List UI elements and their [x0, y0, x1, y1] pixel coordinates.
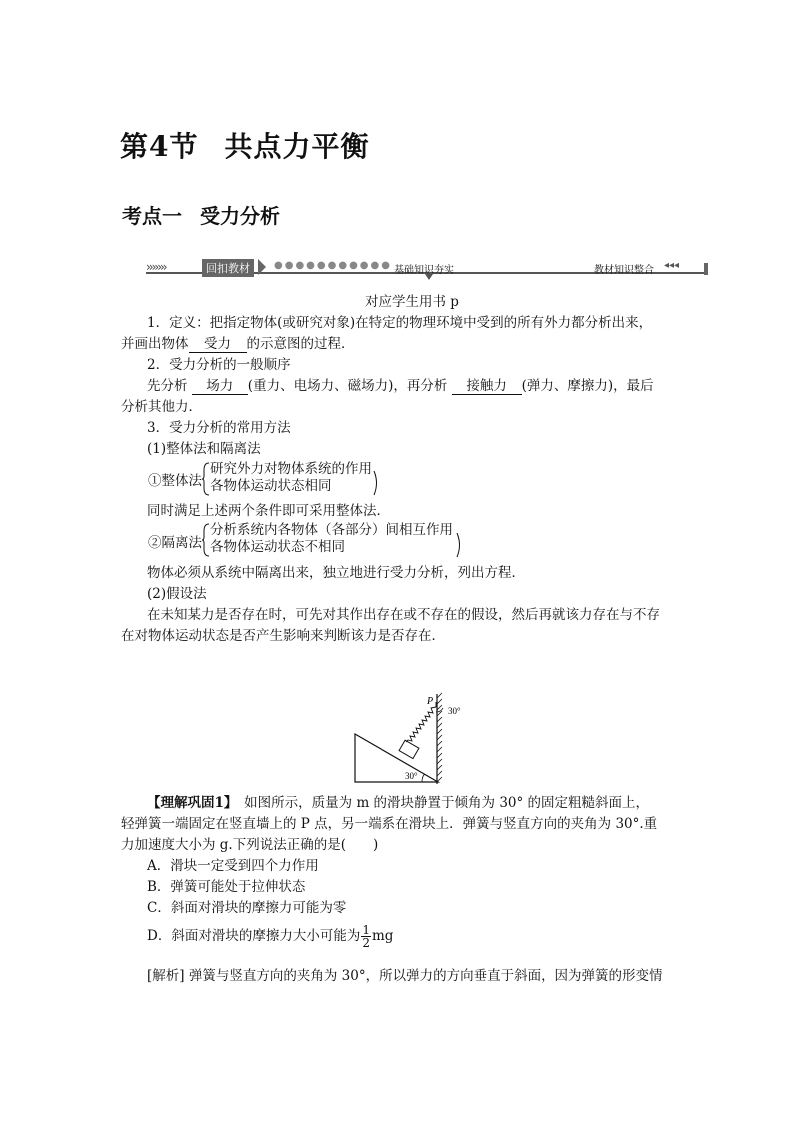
isolate-method-label: ②隔离法: [148, 535, 202, 551]
isolate-cond1: 分析系统内各物体（各部分）间相互作用: [210, 522, 453, 538]
blank-changli: 场力: [192, 378, 248, 395]
angle-arc-bottom: [422, 774, 425, 782]
banner-center-marker: [425, 274, 433, 280]
option-a: A．滑块一定受到四个力作用: [147, 858, 319, 874]
item3-sub1: (1)整体法和隔离法: [147, 441, 261, 457]
spring: [406, 702, 436, 742]
section-number: 第4节: [120, 130, 199, 163]
banner-dots: ●●●●●●●●●●●: [274, 260, 392, 271]
incline-spring-figure: [350, 690, 470, 786]
banner-left-arrows: ›››››››: [146, 260, 166, 274]
whole-right-paren: [372, 470, 380, 496]
exercise-line1: 【理解巩固1】 如图所示，质量为 m 的滑块静置于倾角为 30° 的固定粗糙斜面上，: [147, 795, 650, 811]
banner-center: 基础知识夯实: [394, 265, 454, 276]
whole-method-label: ①整体法: [148, 473, 202, 489]
banner-end-cap: [704, 263, 708, 275]
option-c: C．斜面对滑块的摩擦力可能为零: [147, 900, 347, 916]
isolate-note: 物体必须从系统中隔离出来，独立地进行受力分析，列出方程．: [147, 565, 525, 581]
banner-right-arrows: ◂◂◂: [664, 260, 680, 271]
angle-bottom-label: 30°: [405, 771, 418, 781]
isolate-cond2: 各物体运动状态不相同: [210, 539, 345, 555]
exercise-line3: 力加速度大小为 g.下列说法正确的是( ): [121, 837, 379, 853]
wall-hatching: [437, 693, 442, 782]
topic-heading: [122, 200, 280, 229]
topic-name: 受力分析: [200, 204, 280, 228]
exercise-tag: 【理解巩固1】: [147, 795, 231, 811]
isolate-right-paren: [455, 532, 463, 558]
exercise-line2: 轻弹簧一端固定在竖直墙上的 P 点，另一端系在滑块上．弹簧与竖直方向的夹角为 30°.重: [121, 816, 658, 832]
page-title: [120, 125, 370, 165]
whole-cond2: 各物体运动状态相同: [210, 478, 332, 494]
fraction-one-half: $\frac{1}{2}$: [362, 923, 370, 950]
incline-triangle: [355, 734, 438, 782]
item2-line2: 分析其他力．: [121, 399, 202, 415]
banner-tag: 回扣教材: [202, 259, 254, 277]
whole-note: 同时满足上述两个条件即可采用整体法．: [147, 503, 390, 519]
assume-line2: 在对物体运动状态是否产生影响来判断该力是否存在．: [121, 628, 445, 644]
slider-block: [399, 740, 419, 758]
whole-cond1: 研究外力对物体系统的作用: [210, 461, 372, 477]
blank-shouli: 受力: [189, 336, 247, 353]
banner-tag-arrow: [258, 259, 266, 275]
section-banner: [146, 258, 708, 280]
item1-line2: 并画出物体 受力 的示意图的过程．: [121, 336, 355, 352]
item3-heading: 3．受力分析的常用方法: [147, 420, 291, 436]
blank-jiechuli: 接触力: [452, 378, 522, 395]
item3-sub2: (2)假设法: [147, 586, 207, 602]
whole-left-brace: [202, 462, 210, 496]
item1-line1: 1．定义：把指定物体(或研究对象)在特定的物理环境中受到的所有外力都分析出来，: [147, 315, 653, 331]
angle-top-label: 30°: [448, 706, 461, 716]
analysis-line: [解析] 弹簧与竖直方向的夹角为 30°，所以弹力的方向垂直于斜面，因为弹簧的形变情: [147, 968, 663, 984]
analysis-tag: [解析]: [147, 968, 185, 984]
item2-heading: 2．受力分析的一般顺序: [147, 357, 291, 373]
banner-right: 教材知识整合: [594, 265, 654, 276]
option-d: D．斜面对滑块的摩擦力大小可能为 $\frac{1}{2}$ mg: [147, 923, 394, 950]
option-b: B．弹簧可能处于拉伸状态: [147, 879, 306, 895]
topic-label: 考点一: [122, 204, 182, 228]
assume-line1: 在未知某力是否存在时，可先对其作出存在或不存在的假设，然后再就该力存在与不存: [147, 607, 660, 623]
point-p-label: P: [427, 696, 434, 707]
section-name: 共点力平衡: [224, 130, 370, 163]
isolate-left-brace: [202, 523, 210, 557]
item2-line1: 先分析 场力 (重力、电场力、磁场力)，再分析 接触力 (弹力、摩擦力)，最后: [147, 378, 654, 394]
reference-line: 对应学生用书 p: [365, 294, 459, 310]
